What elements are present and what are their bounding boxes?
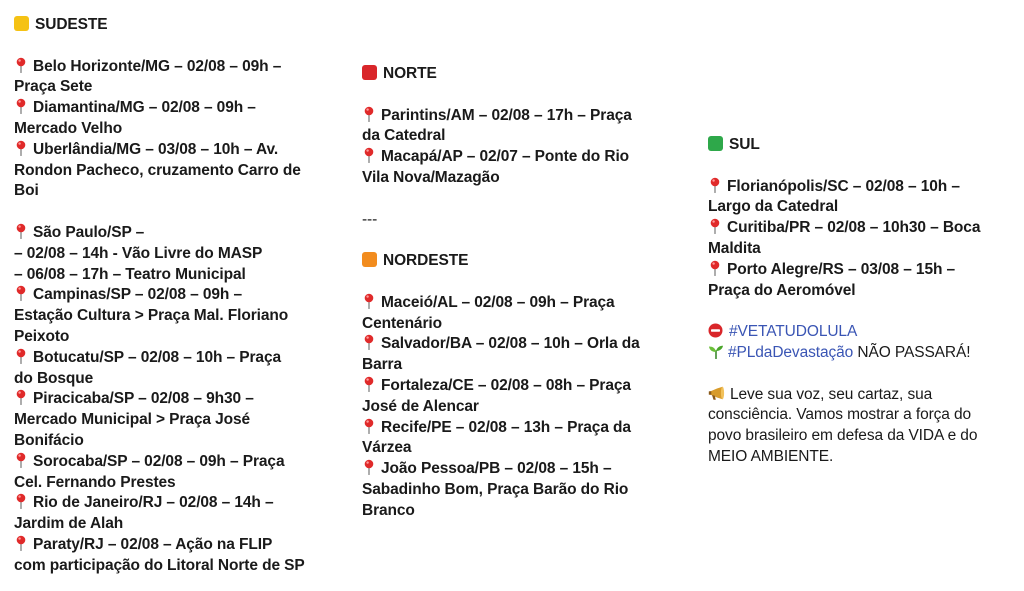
pushpin-icon <box>14 535 28 551</box>
hashtag-pldadevastacao <box>708 343 1018 364</box>
event-florianopolis: Florianópolis/SC – 02/08 – 10h – <box>708 177 1018 198</box>
event-maceio: Maceió/AL – 02/08 – 09h – Praça <box>362 293 692 314</box>
pushpin-icon <box>362 334 376 350</box>
event-porto-alegre: Porto Alegre/RS – 03/08 – 15h – <box>708 260 1018 281</box>
pushpin-icon <box>708 218 722 234</box>
orange-square-icon <box>362 252 377 267</box>
event-text-line: Mercado Velho <box>14 119 123 137</box>
pushpin-icon <box>14 140 28 156</box>
event-uberlandia: Uberlândia/MG – 03/08 – 10h – Av. <box>14 140 344 161</box>
event-paraty: Paraty/RJ – 02/08 – Ação na FLIP <box>14 535 344 556</box>
yellow-square-icon <box>14 16 29 31</box>
event-sorocaba: Sorocaba/SP – 02/08 – 09h – Praça <box>14 452 344 473</box>
event-text-line: José de Alencar <box>362 397 479 415</box>
event-text-line: – 06/08 – 17h – Teatro Municipal <box>14 265 246 283</box>
sul-column <box>708 135 1018 468</box>
event-text-line: Vila Nova/Mazagão <box>362 168 500 186</box>
hashtag-vetatudolula[interactable] <box>708 322 1018 343</box>
hashtag-link[interactable]: #PLdaDevastação <box>728 343 854 361</box>
sul-heading: SUL <box>708 135 1018 156</box>
event-recife: Recife/PE – 02/08 – 13h – Praça da <box>362 418 692 439</box>
event-text-line: Barra <box>362 356 402 374</box>
event-joao-pessoa: João Pessoa/PB – 02/08 – 15h – <box>362 459 692 480</box>
event-curitiba: Curitiba/PR – 02/08 – 10h30 – Boca <box>708 218 1018 239</box>
event-text-line: – 02/08 – 14h - Vão Livre do MASP <box>14 244 263 262</box>
event-text-line: Sabadinho Bom, Praça Barão do Rio <box>362 480 629 498</box>
pushpin-icon <box>14 493 28 509</box>
message-line: Leve sua voz, seu cartaz, sua <box>708 385 1018 406</box>
pushpin-icon <box>14 223 28 239</box>
pushpin-icon <box>362 106 376 122</box>
event-parintins: Parintins/AM – 02/08 – 17h – Praça <box>362 106 692 127</box>
pushpin-icon <box>362 293 376 309</box>
message-line: MEIO AMBIENTE. <box>708 447 834 465</box>
event-botucatu: Botucatu/SP – 02/08 – 10h – Praça <box>14 348 344 369</box>
event-text-line: Centenário <box>362 314 442 332</box>
sudeste-column <box>14 15 344 577</box>
no-entry-icon <box>708 323 723 338</box>
pushpin-icon <box>708 177 722 193</box>
hashtag-link[interactable]: #VETATUDOLULA <box>729 323 858 341</box>
event-text-line: Mercado Municipal > Praça José <box>14 411 251 429</box>
event-belo-horizonte: Belo Horizonte/MG – 02/08 – 09h – <box>14 57 344 78</box>
sudeste-heading: SUDESTE <box>14 15 344 36</box>
hashtag-suffix: NÃO PASSARÁ! <box>853 343 971 361</box>
megaphone-icon <box>708 386 725 401</box>
event-campinas: Campinas/SP – 02/08 – 09h – <box>14 285 344 306</box>
pushpin-icon <box>14 389 28 405</box>
seedling-icon <box>708 344 724 359</box>
event-text-line: Bonifácio <box>14 431 84 449</box>
event-text-line: Estação Cultura > Praça Mal. Floriano <box>14 307 289 325</box>
event-text-line: da Catedral <box>362 127 446 145</box>
event-text-line: Rondon Pacheco, cruzamento Carro de <box>14 161 301 179</box>
nordeste-heading: NORDESTE <box>362 251 692 272</box>
event-fortaleza: Fortaleza/CE – 02/08 – 08h – Praça <box>362 376 692 397</box>
event-salvador: Salvador/BA – 02/08 – 10h – Orla da <box>362 334 692 355</box>
pushpin-icon <box>14 285 28 301</box>
separator: --- <box>362 210 378 228</box>
event-text-line: Várzea <box>362 439 412 457</box>
message-line: consciência. Vamos mostrar a força do <box>708 406 972 424</box>
norte-nordeste-column <box>362 64 692 522</box>
pushpin-icon <box>362 147 376 163</box>
event-text-line: Boi <box>14 182 39 200</box>
pushpin-icon <box>14 98 28 114</box>
event-macapa: Macapá/AP – 02/07 – Ponte do Rio <box>362 147 692 168</box>
event-sao-paulo: São Paulo/SP – <box>14 223 344 244</box>
event-diamantina: Diamantina/MG – 02/08 – 09h – <box>14 98 344 119</box>
pushpin-icon <box>14 57 28 73</box>
pushpin-icon <box>14 452 28 468</box>
event-text-line: Maldita <box>708 239 761 257</box>
pushpin-icon <box>362 459 376 475</box>
event-text-line: Praça do Aeromóvel <box>708 281 856 299</box>
event-text-line: Peixoto <box>14 327 70 345</box>
event-text-line: Largo da Catedral <box>708 198 839 216</box>
green-square-icon <box>708 136 723 151</box>
pushpin-icon <box>14 348 28 364</box>
event-text-line: Jardim de Alah <box>14 515 124 533</box>
event-rio-de-janeiro: Rio de Janeiro/RJ – 02/08 – 14h – <box>14 493 344 514</box>
message-line: povo brasileiro em defesa da VIDA e do <box>708 427 978 445</box>
event-text-line: com participação do Litoral Norte de SP <box>14 556 305 574</box>
event-text-line: do Bosque <box>14 369 94 387</box>
pushpin-icon <box>708 260 722 276</box>
red-square-icon <box>362 65 377 80</box>
event-text-line: Praça Sete <box>14 78 93 96</box>
norte-heading: NORTE <box>362 64 692 85</box>
pushpin-icon <box>362 418 376 434</box>
event-text-line: Branco <box>362 501 415 519</box>
event-piracicaba: Piracicaba/SP – 02/08 – 9h30 – <box>14 389 344 410</box>
event-text-line: Cel. Fernando Prestes <box>14 473 176 491</box>
pushpin-icon <box>362 376 376 392</box>
